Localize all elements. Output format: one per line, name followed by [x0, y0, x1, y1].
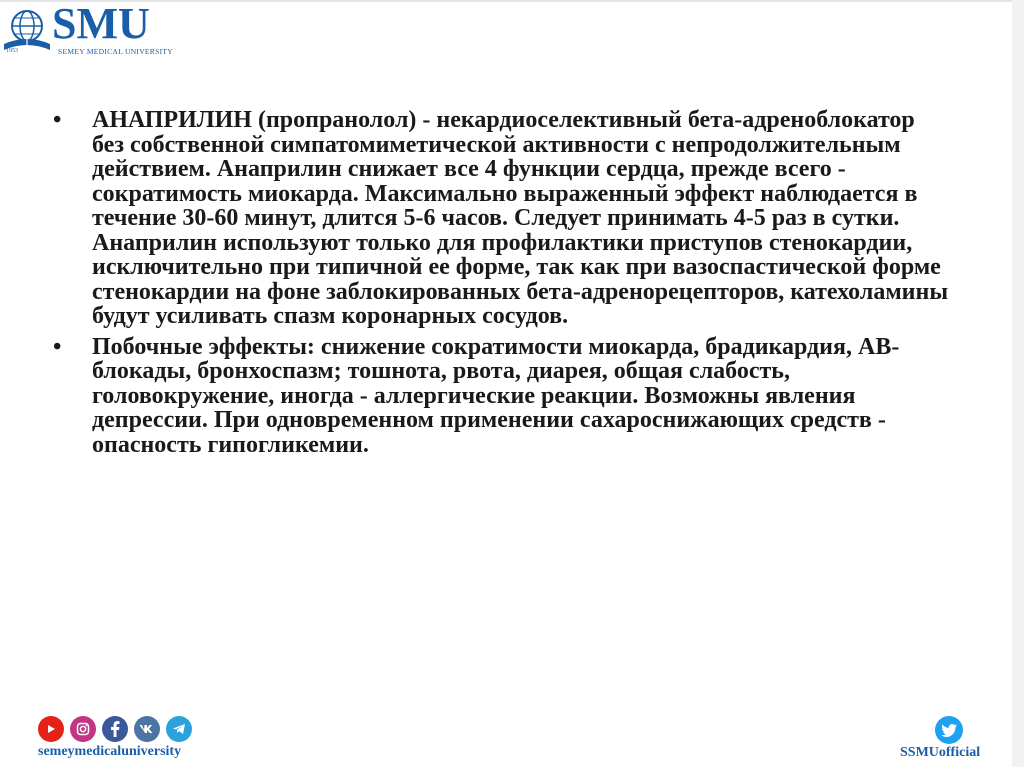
facebook-icon[interactable]	[102, 716, 128, 742]
bullet-text: АНАПРИЛИН (пропранолол) - некардиоселективный бета-адреноблокатор без собственной симпатомиметической активности с непродолжительным действием. Анаприлин снижает все 4 функции сердца, прежде всего - сократимость миокарда. Максимально выраженный эффект наблюдается в течение 30-60 минут, длится 5-6 часов. Следует принимать 4-5 раз в сутки. Анаприлин используют только для профилактики приступов стенокардии, исключительно при типичной ее форме, так как при вазоспастической форме стенокардии на фоне заблокированных бета-адренорецепторов, катехоламины будут усиливать спазм коронарных сосудов.	[92, 107, 949, 329]
twitter-icon[interactable]	[935, 716, 963, 744]
logo-subtitle: SEMEY MEDICAL UNIVERSITY	[58, 47, 173, 56]
slide-body	[50, 108, 950, 463]
instagram-icon[interactable]	[70, 716, 96, 742]
footer-social-left	[38, 716, 218, 764]
bullet-text: Побочные эффекты: снижение сократимости миокарда, брадикардия, АВ-блокады, бронхоспазм; тошнота, рвота, диарея, общая слабость, головокружение, иногда - аллергические реакции. Возможны явления депрессии. При одновременном применении сахароснижающих средств - опасность гипогликемии.	[92, 333, 900, 458]
youtube-icon[interactable]	[38, 716, 64, 742]
vk-icon[interactable]	[134, 716, 160, 742]
bullet-item	[50, 335, 950, 458]
footer-social-right	[900, 716, 1010, 764]
bullet-marker: •	[53, 333, 62, 360]
university-logo	[2, 0, 173, 62]
bullet-marker: •	[53, 107, 62, 133]
slide-right-border	[1012, 0, 1024, 767]
telegram-icon[interactable]	[166, 716, 192, 742]
bullet-item	[50, 108, 950, 329]
social-handle-right[interactable]: SSMUofficial	[900, 745, 981, 760]
logo-year: 1953	[6, 48, 18, 54]
logo-wordmark: SMU	[52, 0, 150, 48]
social-handle-left[interactable]: semeymedicaluniversity	[38, 744, 182, 759]
slide-top-border	[0, 0, 1024, 2]
